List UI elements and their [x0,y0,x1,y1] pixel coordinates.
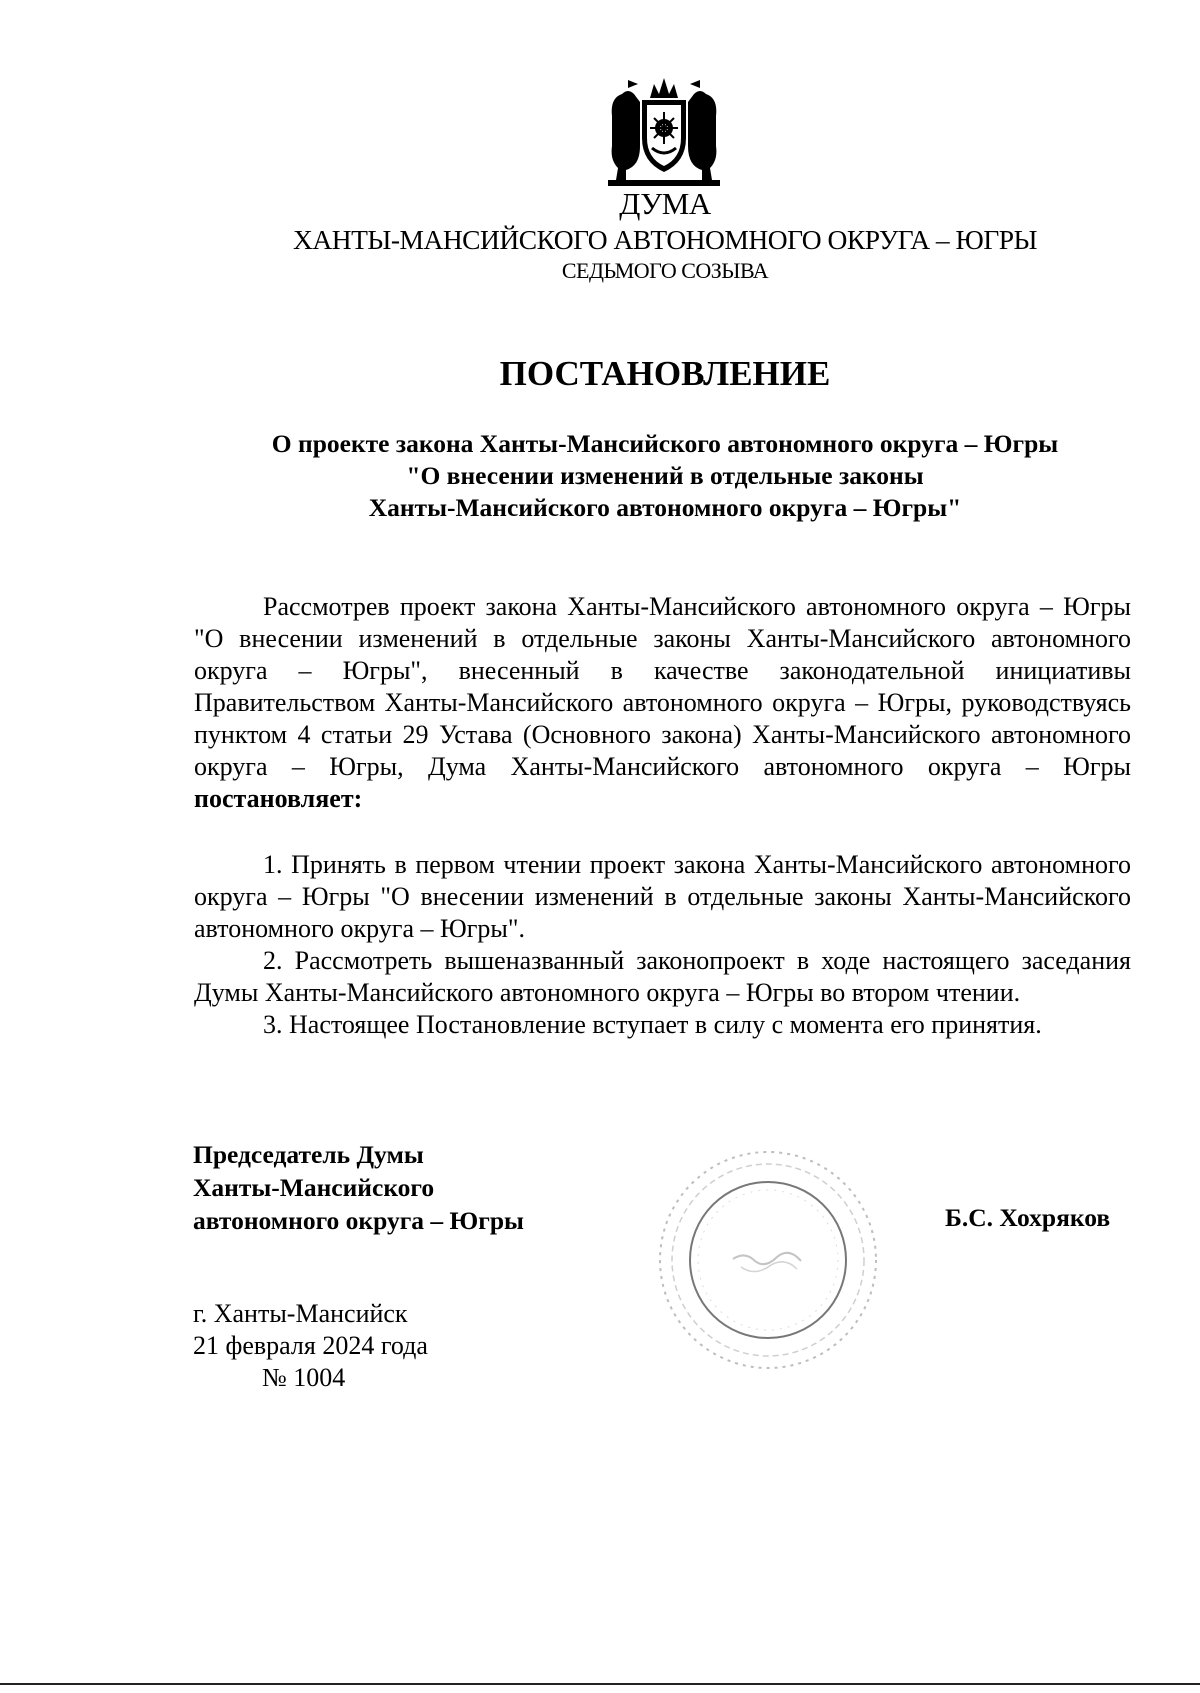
decree-word: постановляет: [194,784,363,813]
issue-city: г. Ханты-Мансийск [193,1299,408,1328]
subject-line: "О внесении изменений в отдельные законы [406,461,924,490]
page-bottom-rule [0,1683,1200,1685]
preamble-paragraph [194,591,1131,815]
subject-line: Ханты-Мансийского автономного округа – Югры" [368,493,962,522]
issue-date: 21 февраля 2024 года [193,1331,428,1360]
document-type-title: ПОСТАНОВЛЕНИЕ [499,354,831,393]
signatory-title [193,1138,524,1237]
signatory-title-line: автономного округа – Югры [193,1206,524,1235]
resolution-items [194,849,1131,1041]
issue-details [193,1298,428,1394]
convocation: СЕДЬМОГО СОЗЫВА [561,258,769,283]
document-number: № 1004 [262,1363,346,1392]
organization-name: ДУМА [619,186,711,221]
preamble-text: Рассмотрев проект закона Ханты-Мансийского автономного округа – Югры "О внесении изменений в отдельные законы Ханты-Мансийского автономного округа – Югры", внесенный в качестве законодательной инициативы Правительством Ханты-Мансийского автономного округа – Югры, руководствуясь пунктом 4 статьи 29 Устава (Основного закона) Ханты-Мансийского автономного округа – Югры, Дума Ханты-Мансийского автономного округа – Югры [194,592,1131,781]
subject-line: О проекте закона Ханты-Мансийского автономного округа – Югры [271,429,1059,458]
resolution-item: 3. Настоящее Постановление вступает в силу с момента его принятия. [263,1010,1042,1039]
coat-of-arms-icon [606,76,722,186]
region-name: ХАНТЫ-МАНСИЙСКОГО АВТОНОМНОГО ОКРУГА – ЮГРЫ [292,224,1037,255]
resolution-item: 1. Принять в первом чтении проект закона Ханты-Мансийского автономного округа – Югры "О внесении изменений в отдельные законы Ханты-Мансийского автономного округа – Югры". [194,850,1131,943]
document-subject [0,428,1200,524]
official-seal-icon [655,1147,881,1373]
signatory-title-line: Председатель Думы [193,1140,424,1169]
signatory-name: Б.С. Хохряков [945,1203,1111,1232]
resolution-item: 2. Рассмотреть вышеназванный законопроект в ходе настоящего заседания Думы Ханты-Мансийского автономного округа – Югры во втором чтении. [194,946,1131,1007]
signatory-title-line: Ханты-Мансийского [193,1173,435,1202]
